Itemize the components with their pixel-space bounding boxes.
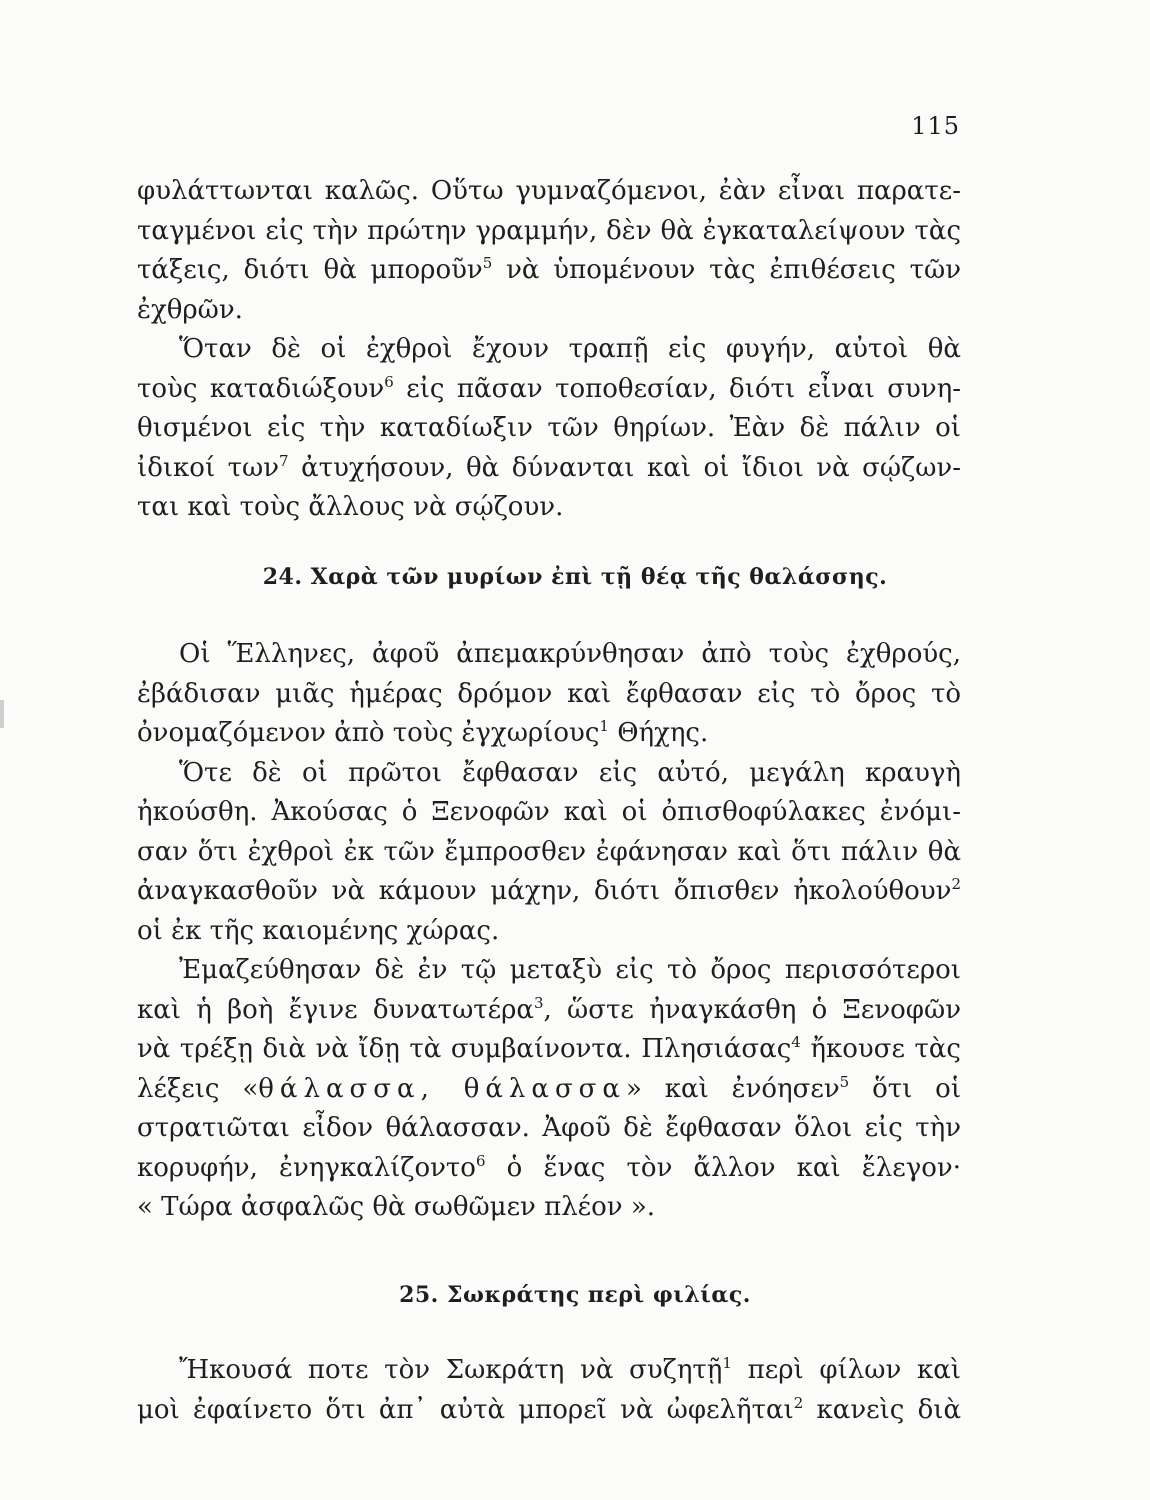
text-line: Ἐμαζεύθησαν δὲ ἐν τῷ μεταξὺ εἰς τὸ ὄρος περισσότεροι xyxy=(179,955,961,985)
footnote-marker: 2 xyxy=(951,875,961,893)
paragraph-block-continuation xyxy=(137,172,961,528)
text-line: Ὅταν δὲ οἱ ἐχθροὶ ἔχουν τραπῇ εἰς φυγήν, αὐτοὶ θὰ xyxy=(179,334,961,364)
footnote-marker: 6 xyxy=(475,1151,486,1170)
text-line: ἀναγκασθοῦν νὰ κάμουν μάχην, διότι ὄπισθεν ἠκολούθουν$^2$ xyxy=(137,875,961,906)
text-line: Οἱ Ἕλληνες, ἀφοῦ ἀπεμακρύνθησαν ἀπὸ τοὺς ἐχθρούς, xyxy=(179,639,961,669)
text-line: ἐχθρῶν. xyxy=(137,294,243,325)
page-number: 115 xyxy=(911,112,960,140)
text-line: ἐβάδισαν μιᾶς ἡμέρας δρόμον καὶ ἔφθασαν εἰς τὸ ὄρος τὸ xyxy=(137,678,961,709)
section-heading-25: 25. Σωκράτης περὶ φιλίας. xyxy=(399,1282,751,1308)
text-line: τοὺς καταδιώξουν$^6$ εἰς πᾶσαν τοποθεσίαν, διότι εἶναι συνη- xyxy=(137,372,961,404)
text-line: λέξεις «θάλασσα, θάλασσα» καὶ ἐνόησεν$^5$ ὅτι οἱ xyxy=(137,1072,962,1104)
paragraph-block-section-25 xyxy=(137,1351,961,1430)
text-line: ὀνομαζόμενον ἀπὸ τοὺς ἐγχωρίους$^1$ Θήχης. xyxy=(137,717,709,748)
footnote-marker: 6 xyxy=(384,372,394,391)
text-line: ἰδικοί των$^7$ ἀτυχήσουν, θὰ δύνανται καὶ οἱ ἴδιοι νὰ σῴζων- xyxy=(137,451,962,483)
text-line: καὶ ἡ βοὴ ἔγινε δυνατωτέρα$^3$, ὥστε ἠναγκάσθη ὁ Ξενοφῶν xyxy=(137,993,961,1025)
footnote-marker: 2 xyxy=(793,1393,804,1412)
text-line: σαν ὅτι ἐχθροὶ ἐκ τῶν ἔμπροσθεν ἐφάνησαν καὶ ὅτι πάλιν θὰ xyxy=(137,836,961,867)
footnote-marker: 4 xyxy=(791,1033,801,1051)
footnote-marker: 7 xyxy=(279,451,289,470)
text-line: κορυφήν, ἐνηγκαλίζοντο$^6$ ὁ ἕνας τὸν ἄλλον καὶ ἔλεγον· xyxy=(137,1151,961,1183)
text-line: οἱ ἐκ τῆς καιομένης χώρας. xyxy=(137,915,500,946)
text-line: φυλάττωνται καλῶς. Οὕτω γυμναζόμενοι, ἐὰν εἶναι παρατε- xyxy=(137,176,961,206)
footnote-marker: 1 xyxy=(599,717,609,735)
footnote-marker: 3 xyxy=(533,993,544,1012)
text-line: μοὶ ἐφαίνετο ὅτι ἀπ᾽ αὐτὰ μπορεῖ νὰ ὠφελῆται$^2$ κανεὶς διὰ xyxy=(137,1393,962,1425)
text-line: νὰ τρέξῃ διὰ νὰ ἴδῃ τὰ συμβαίνοντα. Πλησιάσας$^4$ ἤκουσε τὰς xyxy=(137,1033,961,1064)
text-line: Ἤκουσά ποτε τὸν Σωκράτη νὰ συζητῇ$^1$ περὶ φίλων καὶ xyxy=(179,1354,961,1385)
footnote-marker: 1 xyxy=(722,1354,732,1372)
footnote-marker: 5 xyxy=(839,1072,850,1091)
page-edge-mark xyxy=(0,700,4,728)
text-line: ταγμένοι εἰς τὴν πρώτην γραμμήν, δὲν θὰ ἐγκαταλείψουν τὰς xyxy=(137,215,961,246)
text-line: τάξεις, διότι θὰ μποροῦν$^5$ νὰ ὑπομένουν τὰς ἐπιθέσεις τῶν xyxy=(137,254,961,285)
text-line: θισμένοι εἰς τὴν καταδίωξιν τῶν θηρίων. Ἐὰν δὲ πάλιν οἱ xyxy=(137,413,961,443)
section-heading-24: 24. Χαρὰ τῶν μυρίων ἐπὶ τῇ θέᾳ τῆς θαλάσσης. xyxy=(262,564,888,590)
text-line: ἠκούσθη. Ἀκούσας ὁ Ξενοφῶν καὶ οἱ ὀπισθοφύλακες ἐνόμι- xyxy=(137,797,961,827)
text-line: Ὅτε δὲ οἱ πρῶτοι ἔφθασαν εἰς αὐτό, μεγάλη κραυγὴ xyxy=(179,757,961,788)
footnote-marker: 5 xyxy=(482,254,493,272)
paragraph-block-section-24 xyxy=(137,635,961,1228)
text-line: « Τώρα ἀσφαλῶς θὰ σωθῶμεν πλέον ». xyxy=(137,1192,656,1222)
text-line: ται καὶ τοὺς ἄλλους νὰ σῴζουν. xyxy=(137,492,564,522)
text-line: στρατιῶται εἶδον θάλασσαν. Ἀφοῦ δὲ ἔφθασαν ὅλοι εἰς τὴν xyxy=(137,1113,961,1143)
